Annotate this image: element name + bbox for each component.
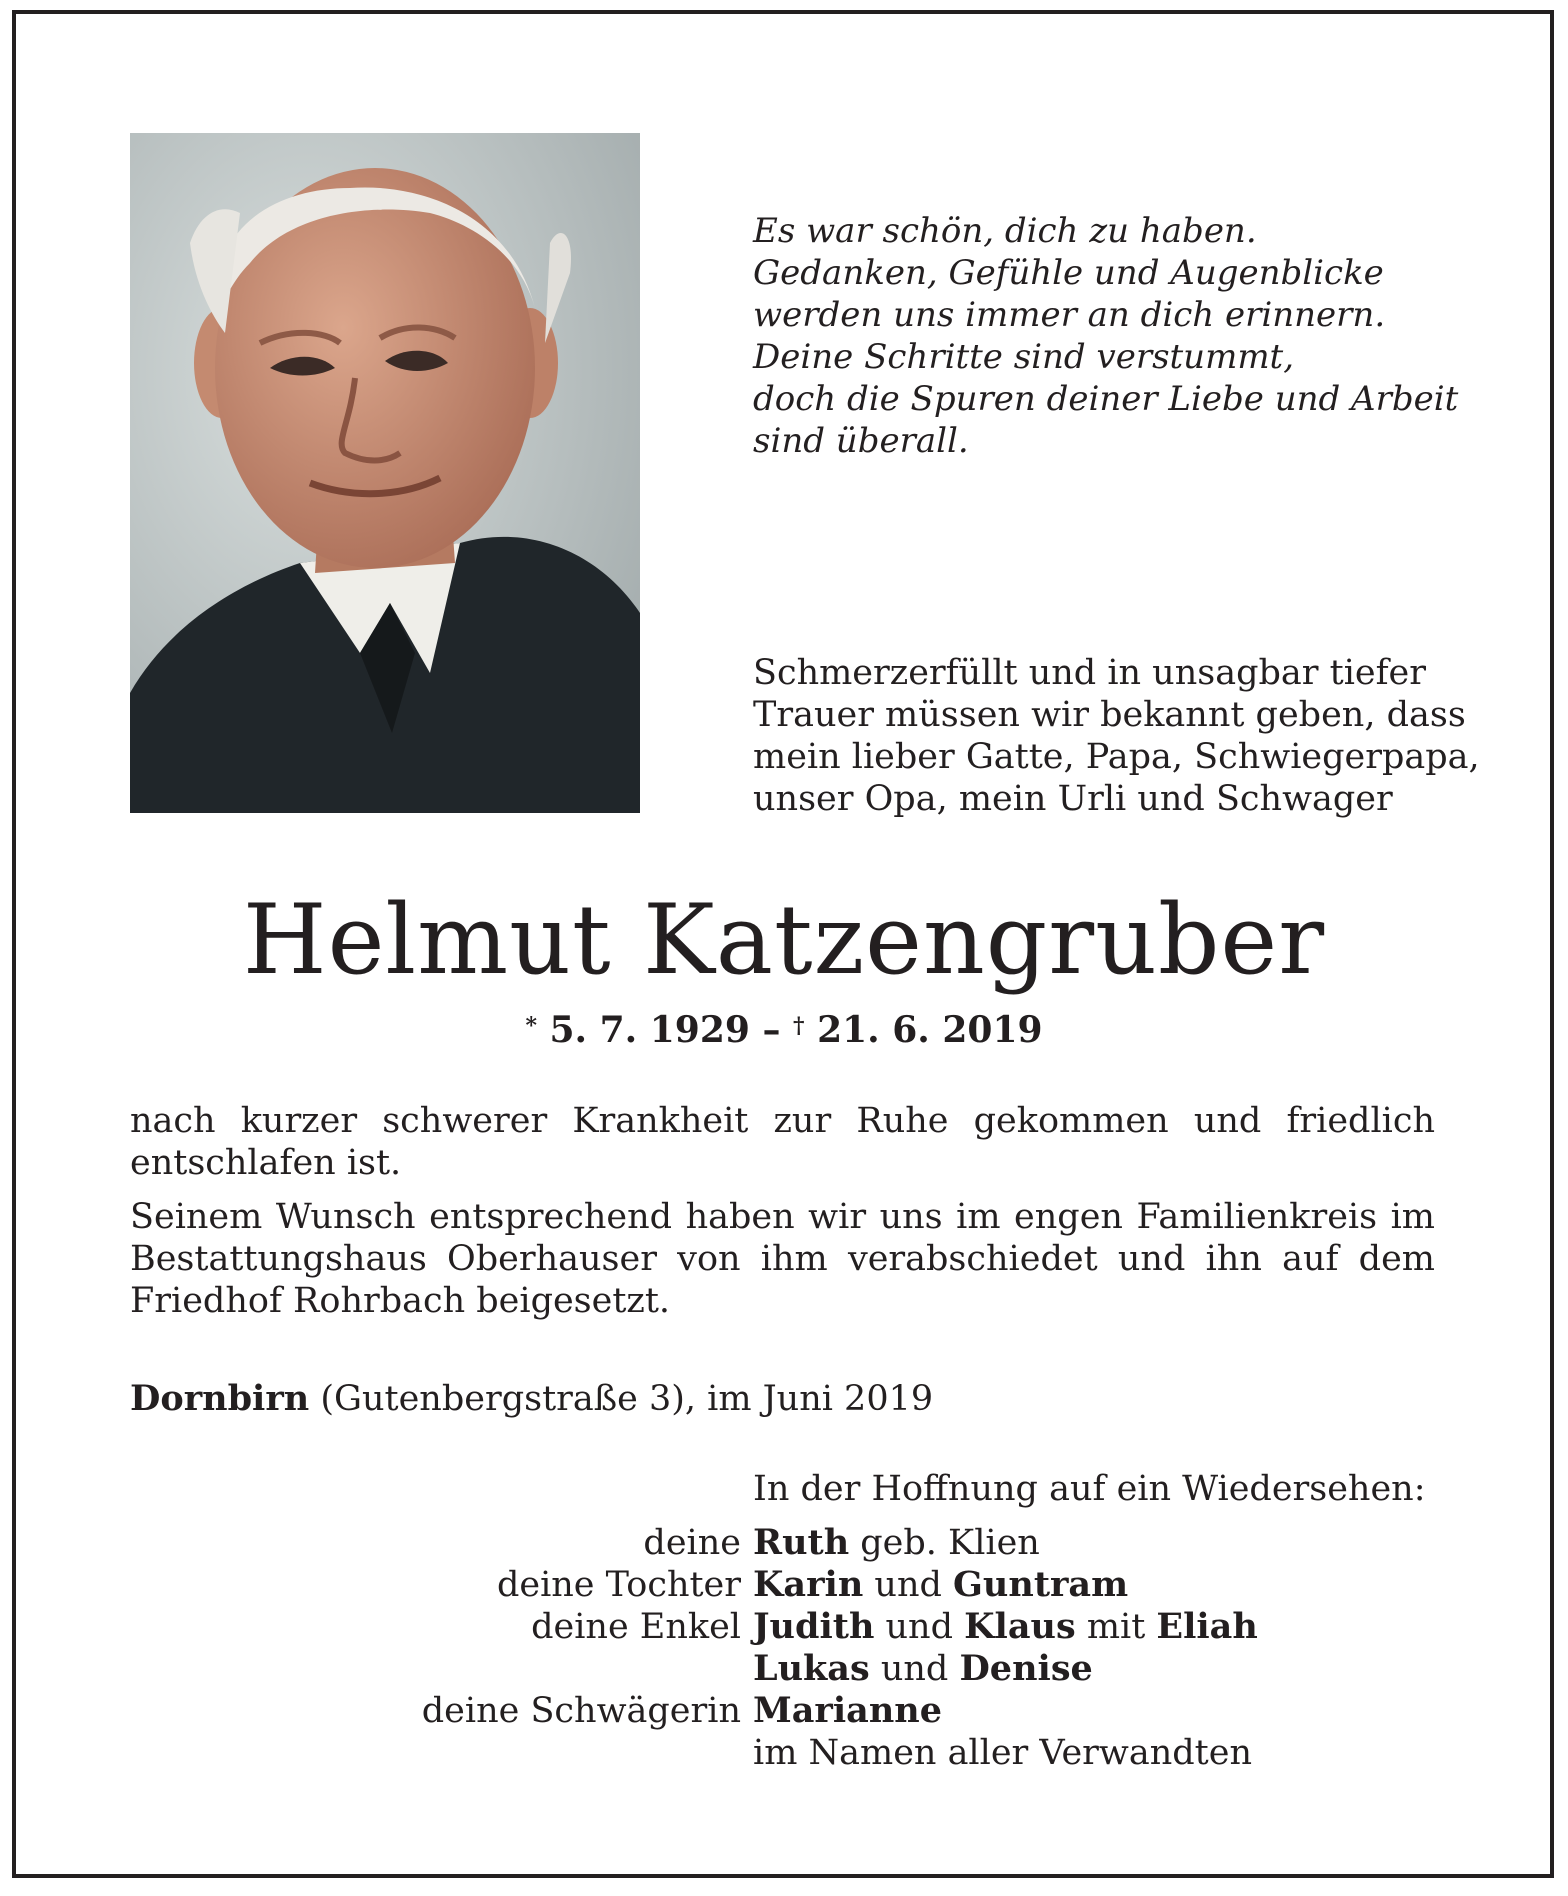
body-paragraph: nach kurzer schwerer Krankheit zur Ruhe gekommen und friedlich entschlafen ist. xyxy=(130,1101,1435,1183)
mourner-names xyxy=(753,1564,1128,1606)
place-city: Dornbirn xyxy=(130,1378,310,1419)
conjunction: und xyxy=(869,1649,960,1689)
intro-line: Schmerzerfüllt und in unsagbar tiefer xyxy=(753,653,1426,693)
mourner-names xyxy=(753,1648,1093,1690)
birth-symbol: * xyxy=(525,1013,537,1039)
relation-label: deine Enkel xyxy=(531,1607,741,1647)
date-separator: – xyxy=(749,1009,794,1051)
mourners-list xyxy=(0,1522,1568,1774)
poem-line: Gedanken, Gefühle und Augenblicke xyxy=(753,253,1384,293)
poem-line: werden uns immer an dich erinnern. xyxy=(753,295,1386,335)
mourner-row xyxy=(0,1732,1568,1774)
poem-line: Es war schön, dich zu haben. xyxy=(753,211,1257,251)
poem xyxy=(753,210,1473,462)
mourner-name: Judith xyxy=(753,1606,875,1647)
poem-line: doch die Spuren deiner Liebe und Arbeit xyxy=(753,379,1459,419)
relation-label: deine Schwägerin xyxy=(421,1691,741,1731)
mourner-name: Lukas xyxy=(753,1648,870,1689)
announcement-body xyxy=(130,1100,1435,1334)
mourner-name: Karin xyxy=(753,1564,864,1605)
intro-line: unser Opa, mein Urli und Schwager xyxy=(753,779,1393,819)
mourner-names xyxy=(753,1522,1040,1564)
relation-label: deine xyxy=(643,1523,741,1563)
mourner-row xyxy=(0,1564,1568,1606)
deceased-name: Helmut Katzengruber xyxy=(242,884,1326,996)
death-date: 21. 6. 2019 xyxy=(817,1009,1043,1051)
mourner-name: Eliah xyxy=(1156,1606,1258,1647)
mourner-name: Guntram xyxy=(953,1564,1129,1605)
conjunction: und xyxy=(874,1607,965,1647)
conjunction: und xyxy=(863,1565,954,1605)
body-paragraph: Seinem Wunsch entsprechend haben wir uns im engen Familienkreis im Bestattungshaus Oberhauser von ihm verabschiedet und ihn auf dem Friedhof Rohrbach beigesetzt. xyxy=(130,1197,1435,1321)
mourner-row xyxy=(0,1522,1568,1564)
mourner-names xyxy=(753,1690,942,1732)
intro-line: mein lieber Gatte, Papa, Schwiegerpapa, xyxy=(753,737,1480,777)
intro-line: Trauer müssen wir bekannt geben, dass xyxy=(753,695,1466,735)
hope-line: In der Hoffnung auf ein Wiedersehen: xyxy=(753,1469,1426,1509)
mourner-names xyxy=(753,1606,1258,1648)
mourner-name: Ruth xyxy=(753,1522,850,1563)
mourner-extra: geb. Klien xyxy=(849,1523,1040,1563)
poem-line: Deine Schritte sind verstummt, xyxy=(753,337,1295,377)
mourner-row xyxy=(0,1690,1568,1732)
conjunction: mit xyxy=(1075,1607,1157,1647)
mourner-name: Marianne xyxy=(753,1690,942,1731)
closing-line: im Namen aller Verwandten xyxy=(753,1733,1252,1773)
mourner-row xyxy=(0,1648,1568,1690)
life-dates xyxy=(0,1005,1568,1055)
place-date-line xyxy=(130,1378,933,1420)
announcement-intro xyxy=(753,652,1480,820)
portrait-photo xyxy=(130,133,640,813)
portrait-icon xyxy=(130,133,640,813)
birth-date: 5. 7. 1929 xyxy=(549,1009,750,1051)
mourner-name: Klaus xyxy=(964,1606,1076,1647)
poem-line: sind überall. xyxy=(753,421,969,461)
mourner-name: Denise xyxy=(959,1648,1093,1689)
place-address-date: (Gutenbergstraße 3), im Juni 2019 xyxy=(309,1379,934,1419)
relation-label: deine Tochter xyxy=(496,1565,741,1605)
mourner-row xyxy=(0,1606,1568,1648)
death-symbol: † xyxy=(793,1013,805,1039)
